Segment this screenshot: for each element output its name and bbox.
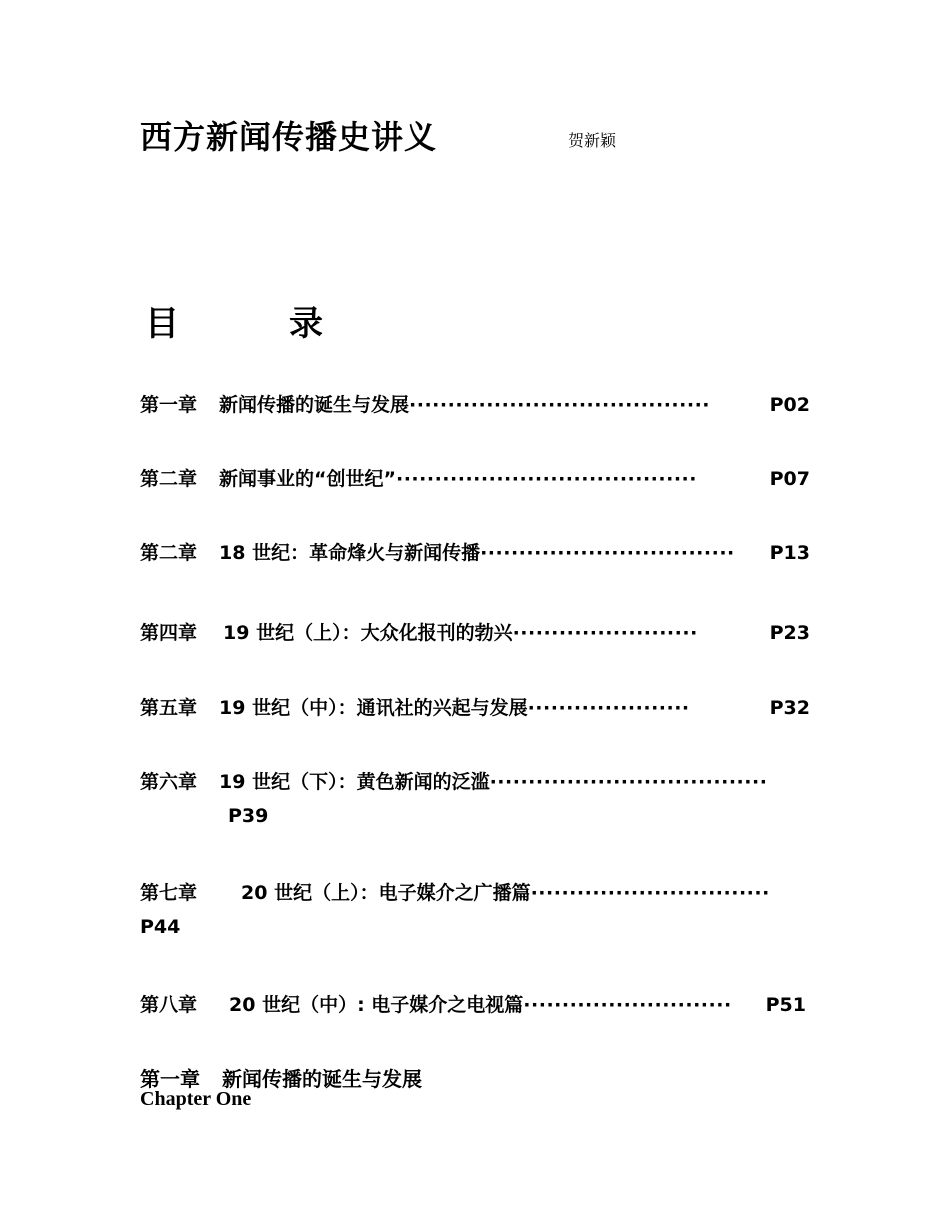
toc-heading — [145, 296, 323, 345]
toc-entry[interactable] — [140, 693, 810, 720]
toc-entry[interactable] — [140, 990, 806, 1017]
toc-page-number: P51 — [765, 994, 806, 1016]
toc-entry[interactable] — [140, 538, 810, 565]
toc-entry[interactable] — [140, 390, 810, 417]
toc-chapter-title: 新闻事业的“创世纪” — [219, 468, 396, 490]
document-title: 西方新闻传播史讲义 — [140, 118, 438, 156]
chapter-subtitle: Chapter One — [140, 1088, 252, 1110]
toc-page-number: P23 — [769, 622, 810, 644]
author-name: 贺新颖 — [568, 131, 617, 150]
toc-entry[interactable] — [140, 464, 810, 491]
toc-leader-dots: ····················· — [527, 697, 690, 719]
toc-leader-dots: ······································· — [396, 468, 697, 490]
toc-entry[interactable] — [140, 618, 810, 645]
chapter-title: 新闻传播的诞生与发展 — [222, 1067, 422, 1091]
toc-chapter-number: 第六章 — [140, 771, 198, 793]
toc-chapter-title: 19 世纪（中）：通讯社的兴起与发展 — [219, 697, 528, 719]
toc-chapter-title: 19 世纪（下）：黄色新闻的泛滥 — [219, 771, 490, 793]
toc-page-number[interactable]: P44 — [140, 916, 181, 938]
toc-leader-dots: ······························· — [530, 882, 770, 904]
toc-chapter-title: 20 世纪（中）: 电子媒介之电视篇 — [229, 994, 524, 1016]
toc-chapter-number: 第二章 — [140, 468, 198, 490]
toc-page-number: P13 — [769, 542, 810, 564]
toc-entry[interactable] — [140, 767, 810, 794]
toc-chapter-title: 新闻传播的诞生与发展 — [219, 394, 410, 416]
toc-chapter-number: 第二章 — [140, 542, 198, 564]
toc-chapter-title: 18 世纪：革命烽火与新闻传播 — [219, 542, 481, 564]
toc-page-number: P32 — [769, 697, 810, 719]
toc-leader-dots: ······································· — [409, 394, 711, 416]
toc-heading-left: 目 — [145, 304, 179, 344]
toc-chapter-number: 第八章 — [140, 994, 198, 1016]
toc-page-number: P02 — [769, 394, 810, 416]
toc-leader-dots: ···································· — [489, 771, 768, 793]
toc-chapter-number: 第五章 — [140, 697, 198, 719]
toc-leader-dots: ··························· — [523, 994, 732, 1016]
toc-chapter-number: 第一章 — [140, 394, 198, 416]
toc-leader-dots: ························ — [512, 622, 698, 644]
toc-heading-right: 录 — [289, 304, 323, 344]
toc-entry[interactable] — [140, 878, 810, 905]
toc-chapter-number: 第四章 — [140, 622, 198, 644]
toc-leader-dots: ································· — [480, 542, 735, 564]
toc-chapter-number: 第七章 — [140, 882, 198, 904]
toc-page-number: P07 — [769, 468, 810, 490]
toc-chapter-title: 20 世纪（上）：电子媒介之广播篇 — [241, 882, 531, 904]
toc-page-number[interactable]: P39 — [228, 805, 269, 827]
toc-chapter-title: 19 世纪（上）：大众化报刊的勃兴 — [223, 622, 513, 644]
chapter-number: 第一章 — [140, 1067, 200, 1091]
